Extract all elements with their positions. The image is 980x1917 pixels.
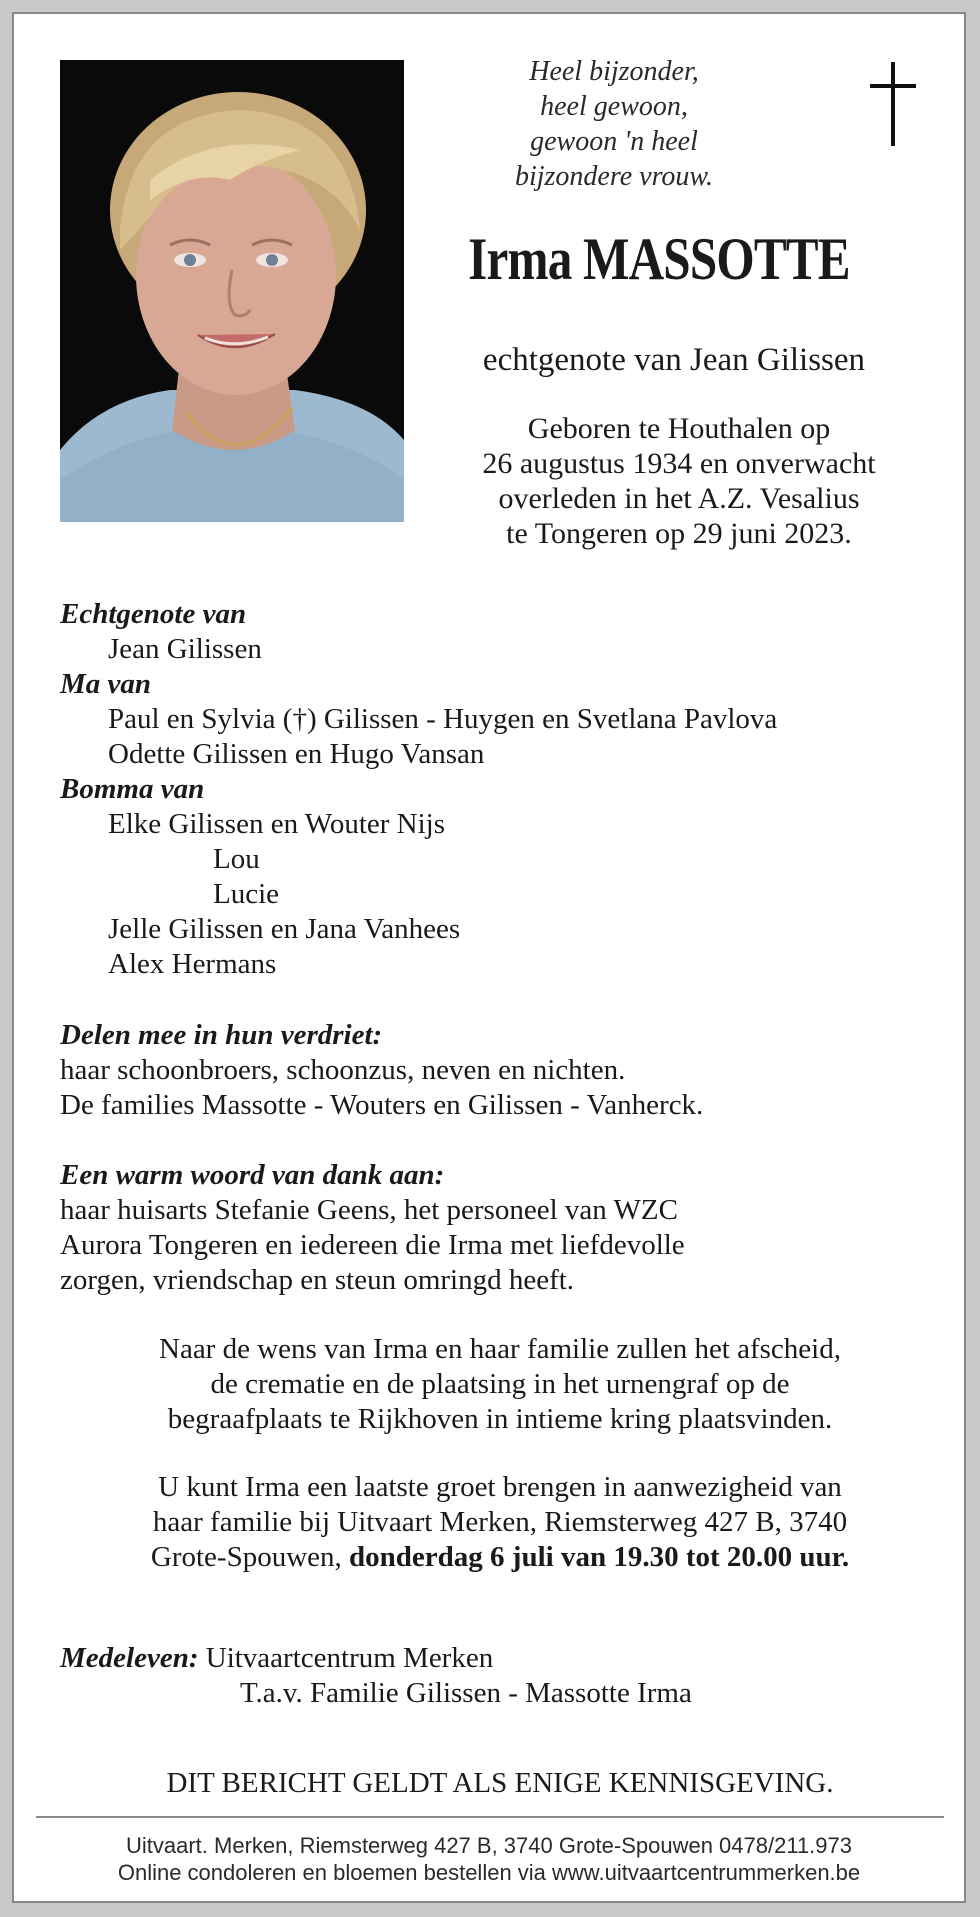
wife-heading: Echtgenote van [60, 598, 247, 630]
visit-date-time: donderdag 6 juli van 19.30 tot 20.00 uur. [349, 1541, 850, 1573]
family-member: Alex Hermans [108, 948, 277, 980]
visit-info [60, 1470, 940, 1575]
portrait-illustration [60, 60, 404, 522]
wish-line: de crematie en de plaatsing in het urnengraf op de [210, 1368, 790, 1400]
condolence-line: T.a.v. Familie Gilissen - Massotte Irma [240, 1677, 692, 1709]
born-line: 26 augustus 1934 en onverwacht [482, 447, 876, 480]
spouse-line: echtgenote van Jean Gilissen [482, 342, 866, 378]
grief-line: De families Massotte - Wouters en Gilissen - Vanherck. [60, 1089, 704, 1121]
condolence-line: Uitvaartcentrum Merken [205, 1642, 494, 1674]
family-member: Paul en Sylvia (†) Gilissen - Huygen en Svetlana Pavlova [108, 703, 778, 735]
motto-line: bijzondere vrouw. [514, 161, 714, 192]
grief-section [60, 1018, 940, 1123]
thanks-section [60, 1158, 940, 1298]
footer-address: Uitvaart. Merken, Riemsterweg 427 B, 3740 Grote-Spouwen 0478/211.973 [126, 1833, 852, 1858]
visit-line: haar familie bij Uitvaart Merken, Riemsterweg 427 B, 3740 [152, 1506, 848, 1538]
visit-line: U kunt Irma een laatste groet brengen in aanwezigheid van [158, 1471, 842, 1503]
mother-heading: Ma van [60, 668, 152, 700]
visit-line-3 [60, 1540, 940, 1575]
family-member: Jelle Gilissen en Jana Vanhees [108, 913, 461, 945]
grandmother-heading: Bomma van [60, 773, 205, 805]
thanks-heading: Een warm woord van dank aan: [60, 1159, 445, 1191]
farewell-wish [60, 1332, 940, 1437]
family-member: Odette Gilissen en Hugo Vansan [108, 738, 485, 770]
cross-icon [864, 62, 924, 146]
condolence-heading: Medeleven: [60, 1642, 199, 1674]
family-list [60, 597, 940, 982]
footer [44, 1832, 934, 1886]
born-line: Geboren te Houthalen op [527, 412, 831, 445]
grief-line: haar schoonbroers, schoonzus, neven en nichten. [60, 1054, 626, 1086]
portrait-photo [60, 60, 404, 522]
thanks-line: zorgen, vriendschap en steun omringd heeft. [60, 1264, 575, 1296]
family-member: Lou [213, 843, 260, 875]
wish-line: begraafplaats te Rijkhoven in intieme kring plaatsvinden. [167, 1403, 833, 1435]
footer-website[interactable]: Online condoleren en bloemen bestellen via www.uitvaartcentrummerken.be [117, 1860, 861, 1885]
motto-line: gewoon 'n heel [530, 126, 698, 157]
thanks-line: haar huisarts Stefanie Geens, het personeel van WZC [60, 1194, 678, 1226]
motto-line: Heel bijzonder, [529, 56, 699, 87]
obituary-card [12, 12, 966, 1903]
visit-place: Grote-Spouwen, [150, 1541, 350, 1573]
family-member: Elke Gilissen en Wouter Nijs [108, 808, 446, 840]
family-member: Jean Gilissen [108, 633, 262, 665]
condolence-address [60, 1641, 940, 1711]
motto-line: heel gewoon, [540, 91, 688, 122]
born-line: overleden in het A.Z. Vesalius [498, 482, 860, 515]
thanks-line: Aurora Tongeren en iedereen die Irma met liefdevolle [60, 1229, 685, 1261]
deceased-name: Irma MASSOTTE [468, 226, 850, 292]
birth-death-details [424, 411, 934, 551]
grief-heading: Delen mee in hun verdriet: [60, 1019, 383, 1051]
wish-line: Naar de wens van Irma en haar familie zullen het afscheid, [159, 1333, 841, 1365]
born-line: te Tongeren op 29 juni 2023. [506, 517, 852, 550]
motto-verse [484, 54, 744, 194]
family-member: Lucie [213, 878, 280, 910]
notice-line: DIT BERICHT GELDT ALS ENIGE KENNISGEVING. [166, 1767, 834, 1799]
footer-divider [36, 1816, 944, 1818]
